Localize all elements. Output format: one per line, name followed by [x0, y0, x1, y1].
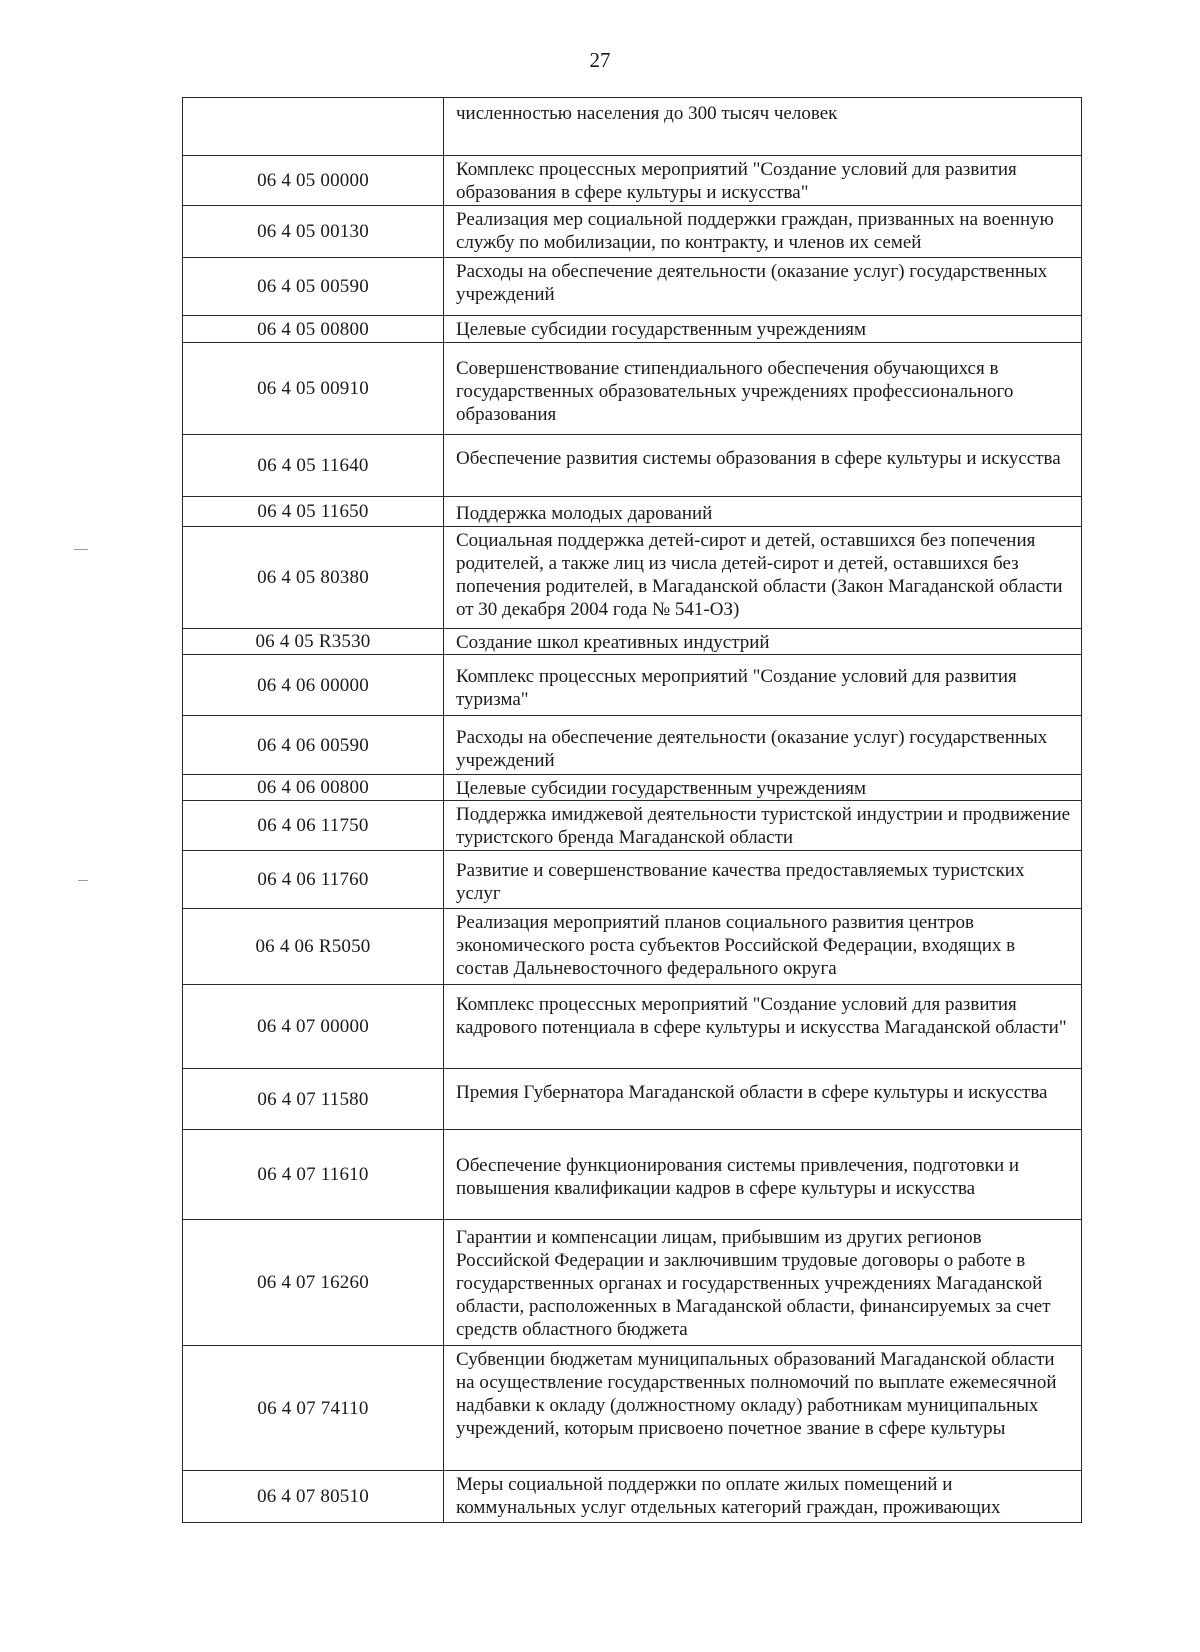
- table-row: [183, 156, 1082, 206]
- budget-code-cell: 06 4 05 00910: [183, 343, 444, 435]
- description-cell: Гарантии и компенсации лицам, прибывшим из других регионов Российской Федерации и заключившим трудовые договоры о работе в государственных органах и государственных учреждениях Магаданской области, расположенных в Магаданской области, финансируемых за счет средств областного бюджета: [444, 1220, 1082, 1346]
- budget-code-cell: 06 4 06 11750: [183, 801, 444, 851]
- scan-margin-mark: [74, 549, 88, 550]
- table-row: [183, 343, 1082, 435]
- table-row: [183, 1471, 1082, 1523]
- description-cell: Развитие и совершенствование качества предоставляемых туристских услуг: [444, 851, 1082, 909]
- table-row: [183, 435, 1082, 497]
- budget-code-cell: 06 4 07 11580: [183, 1069, 444, 1130]
- budget-code-cell: 06 4 06 00800: [183, 775, 444, 801]
- budget-code-cell: 06 4 05 00590: [183, 258, 444, 316]
- table-row: [183, 801, 1082, 851]
- budget-code-cell: 06 4 06 00000: [183, 655, 444, 716]
- budget-code-cell: 06 4 06 11760: [183, 851, 444, 909]
- table-row: [183, 909, 1082, 985]
- description-cell: Премия Губернатора Магаданской области в сфере культуры и искусства: [444, 1069, 1082, 1130]
- table-row: [183, 316, 1082, 343]
- budget-code-cell: [183, 98, 444, 156]
- budget-code-cell: 06 4 07 11610: [183, 1130, 444, 1220]
- budget-code-cell: 06 4 05 80380: [183, 527, 444, 629]
- budget-code-cell: 06 4 05 R3530: [183, 629, 444, 655]
- description-cell: Социальная поддержка детей-сирот и детей, оставшихся без попечения родителей, а также лиц из числа детей-сирот и детей, оставшихся без попечения родителей, в Магаданской области (Закон Магаданской области от 30 декабря 2004 года № 541-ОЗ): [444, 527, 1082, 629]
- scan-margin-mark: [78, 880, 88, 881]
- description-cell: Меры социальной поддержки по оплате жилых помещений и коммунальных услуг отдельных категорий граждан, проживающих: [444, 1471, 1082, 1523]
- description-cell: Обеспечение развития системы образования в сфере культуры и искусства: [444, 435, 1082, 497]
- description-cell: Комплекс процессных мероприятий "Создание условий для развития образования в сфере культуры и искусства": [444, 156, 1082, 206]
- budget-code-cell: 06 4 06 00590: [183, 716, 444, 775]
- table-row: [183, 775, 1082, 801]
- table-row: [183, 527, 1082, 629]
- budget-code-cell: 06 4 05 00800: [183, 316, 444, 343]
- table-row: [183, 716, 1082, 775]
- table-row: [183, 98, 1082, 156]
- budget-code-cell: 06 4 05 00000: [183, 156, 444, 206]
- page-number: 27: [589, 48, 611, 72]
- table-row: [183, 1346, 1082, 1471]
- budget-code-cell: 06 4 07 80510: [183, 1471, 444, 1523]
- table-row: [183, 206, 1082, 258]
- table-row: [183, 497, 1082, 527]
- description-cell: Обеспечение функционирования системы привлечения, подготовки и повышения квалификации кадров в сфере культуры и искусства: [444, 1130, 1082, 1220]
- table-row: [183, 1130, 1082, 1220]
- table-row: [183, 1069, 1082, 1130]
- description-cell: Расходы на обеспечение деятельности (оказание услуг) государственных учреждений: [444, 258, 1082, 316]
- budget-code-cell: 06 4 06 R5050: [183, 909, 444, 985]
- table-row: [183, 655, 1082, 716]
- budget-code-cell: 06 4 05 00130: [183, 206, 444, 258]
- budget-code-cell: 06 4 07 16260: [183, 1220, 444, 1346]
- description-cell: Реализация мероприятий планов социального развития центров экономического роста субъектов Российской Федерации, входящих в состав Дальневосточного федерального округа: [444, 909, 1082, 985]
- description-cell: Комплекс процессных мероприятий "Создание условий для развития кадрового потенциала в сфере культуры и искусства Магаданской области": [444, 985, 1082, 1069]
- description-cell: Создание школ креативных индустрий: [444, 629, 1082, 655]
- description-cell: Совершенствование стипендиального обеспечения обучающихся в государственных образовательных учреждениях профессионального образования: [444, 343, 1082, 435]
- description-cell: Комплекс процессных мероприятий "Создание условий для развития туризма": [444, 655, 1082, 716]
- description-cell: Целевые субсидии государственным учреждениям: [444, 775, 1082, 801]
- description-cell: Реализация мер социальной поддержки граждан, призванных на военную службу по мобилизации, по контракту, и членов их семей: [444, 206, 1082, 258]
- description-cell: Поддержка имиджевой деятельности туристской индустрии и продвижение туристского бренда Магаданской области: [444, 801, 1082, 851]
- description-cell: Расходы на обеспечение деятельности (оказание услуг) государственных учреждений: [444, 716, 1082, 775]
- table-row: [183, 258, 1082, 316]
- description-cell: численностью населения до 300 тысяч человек: [444, 98, 1082, 156]
- budget-code-table: [182, 97, 1082, 1523]
- budget-code-cell: 06 4 05 11640: [183, 435, 444, 497]
- budget-code-cell: 06 4 05 11650: [183, 497, 444, 527]
- table-row: [183, 985, 1082, 1069]
- table-row: [183, 629, 1082, 655]
- table-row: [183, 851, 1082, 909]
- description-cell: Целевые субсидии государственным учреждениям: [444, 316, 1082, 343]
- table-row: [183, 1220, 1082, 1346]
- description-cell: Субвенции бюджетам муниципальных образований Магаданской области на осуществление государственных полномочий по выплате ежемесячной надбавки к окладу (должностному окладу) работникам муниципальных учреждений, которым присвоено почетное звание в сфере культуры: [444, 1346, 1082, 1471]
- description-cell: Поддержка молодых дарований: [444, 497, 1082, 527]
- budget-code-cell: 06 4 07 74110: [183, 1346, 444, 1471]
- budget-code-cell: 06 4 07 00000: [183, 985, 444, 1069]
